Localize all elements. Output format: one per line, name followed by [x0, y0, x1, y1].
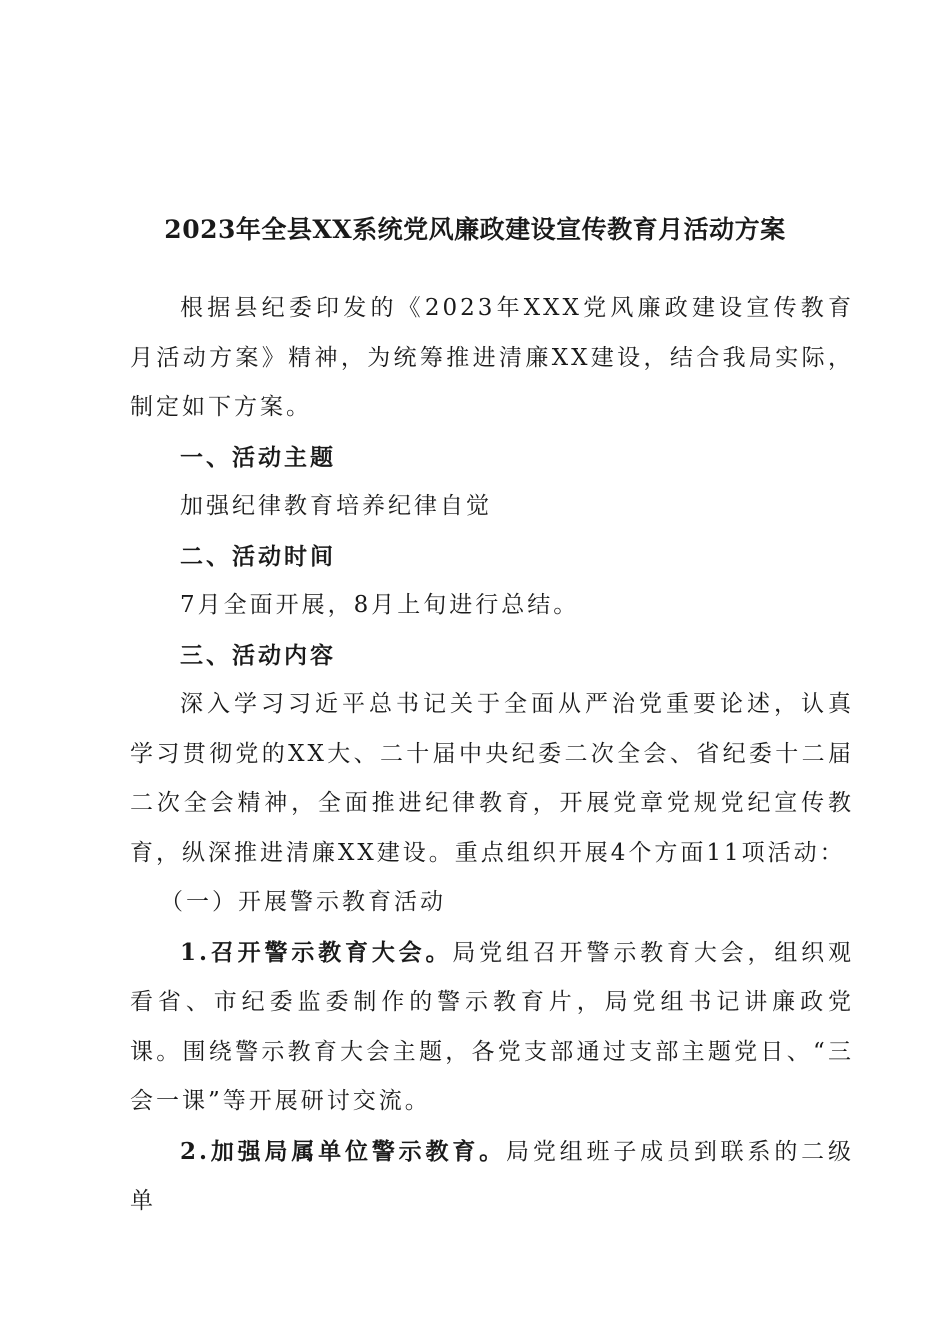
intro-paragraph: 根据县纪委印发的《2023年XXX党风廉政建设宣传教育月活动方案》精神，为统筹推进清廉XX建设，结合我局实际，制定如下方案。 [130, 295, 854, 420]
section-2-text: 7月全面开展，8月上旬进行总结。 [180, 592, 580, 618]
item-1-lead: 1.召开警示教育大会。 [180, 938, 453, 966]
item-2-text: 局党组班子成员到联系的二级单 [130, 1138, 855, 1214]
section-3-text: 深入学习习近平总书记关于全面从严治党重要论述，认真学习贯彻党的XX大、二十届中央纪委二次全会、省纪委十二届二次全会精神，全面推进纪律教育，开展党章党规党纪宣传教育，纵深推进清廉XX建设。重点组织开展4个方面11项活动： [130, 691, 854, 866]
section-1-text: 加强纪律教育培养纪律自觉 [180, 493, 492, 519]
document-title: 2023年全县XX系统党风廉政建设宣传教育月活动方案 [164, 215, 786, 244]
section-2-heading: 二、活动时间 [180, 542, 336, 570]
section-3-heading: 三、活动内容 [180, 641, 336, 669]
document-body [130, 284, 854, 1227]
subsection-1-heading: （一）开展警示教育活动 [160, 889, 446, 915]
item-2-paragraph [130, 1127, 854, 1227]
item-1-text: 局党组召开警示教育大会，组织观看省、市纪委监委制作的警示教育片，局党组书记讲廉政党课。围绕警示教育大会主题，各党支部通过支部主题党日、“三会一课”等开展研讨交流。 [130, 939, 855, 1114]
item-2-lead: 2.加强局属单位警示教育。 [180, 1137, 507, 1165]
item-1-paragraph [130, 928, 854, 1127]
section-1-heading: 一、活动主题 [180, 443, 336, 471]
